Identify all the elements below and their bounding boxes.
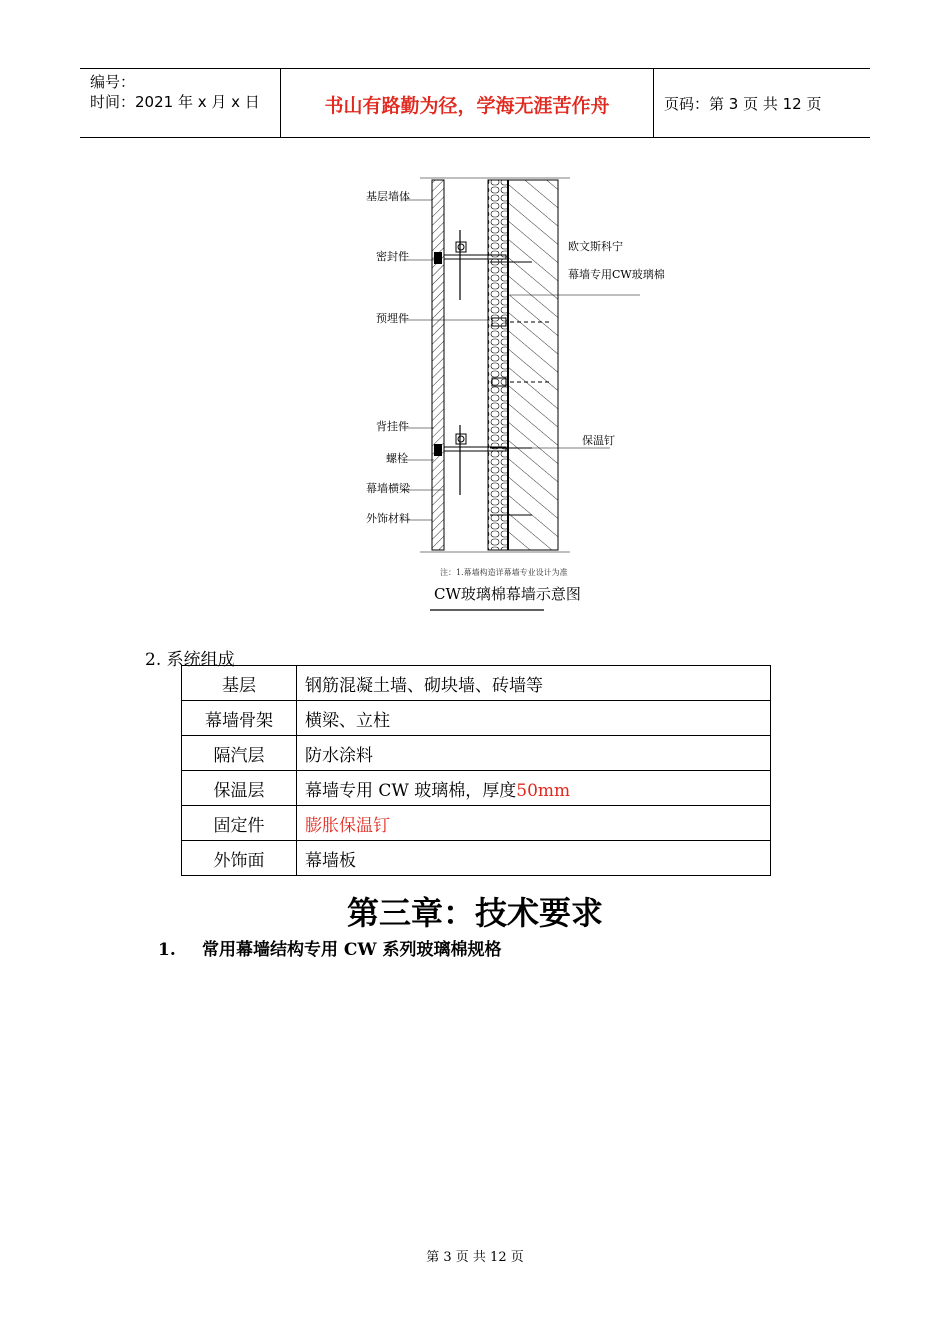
row-value: 横梁、立柱	[297, 701, 771, 736]
chapter-title: 第三章：技术要求	[346, 894, 603, 932]
system-composition-table	[181, 665, 771, 876]
subsection-number: 1.	[158, 940, 176, 960]
table-row	[182, 701, 771, 736]
row-key: 保温层	[182, 771, 297, 806]
figure-note: 注：1.幕墙构造详幕墙专业设计为准	[440, 568, 568, 577]
row-key: 幕墙骨架	[182, 701, 297, 736]
table-row	[182, 841, 771, 876]
curtain-wall-diagram	[360, 170, 665, 620]
header-meta	[80, 69, 280, 137]
label-bolt: 螺栓	[386, 452, 408, 465]
header-page-cell	[654, 69, 870, 137]
row-key: 外饰面	[182, 841, 297, 876]
page-header	[80, 68, 870, 138]
label-brand: 欧文斯科宁	[568, 240, 623, 253]
header-motto-cell	[280, 69, 654, 137]
row-key: 固定件	[182, 806, 297, 841]
label-sealant: 密封件	[376, 250, 409, 263]
row-value: 钢筋混凝土墙、砌块墙、砖墙等	[297, 666, 771, 701]
row-value: 幕墙板	[297, 841, 771, 876]
page-footer: 第 3 页 共 12 页	[426, 1250, 524, 1265]
label-facing: 外饰材料	[366, 512, 410, 525]
label-embedded: 预埋件	[376, 312, 409, 325]
table-row	[182, 666, 771, 701]
header-page-info: 页码：第 3 页 共 12 页	[664, 95, 822, 113]
table-row	[182, 736, 771, 771]
time-label: 时间：2021 年 x 月 x 日	[90, 93, 260, 111]
label-base-wall: 基层墙体	[366, 190, 410, 203]
table-row	[182, 771, 771, 806]
row-value: 膨胀保温钉	[297, 806, 771, 841]
table-row	[182, 806, 771, 841]
label-beam: 幕墙横梁	[366, 482, 410, 495]
figure-caption: CW玻璃棉幕墙示意图	[434, 585, 581, 603]
header-motto: 书山有路勤为径，学海无涯苦作舟	[324, 95, 610, 117]
section-title: 2. 系统组成	[145, 650, 235, 670]
label-pin: 保温钉	[582, 434, 615, 447]
row-key: 隔汽层	[182, 736, 297, 771]
subsection-heading	[158, 935, 501, 960]
row-key: 基层	[182, 666, 297, 701]
subsection-text: 常用幕墙结构专用 CW 系列玻璃棉规格	[202, 940, 502, 960]
row-value: 幕墙专用 CW 玻璃棉，厚度50mm	[297, 771, 771, 806]
label-product: 幕墙专用CW玻璃棉	[568, 268, 665, 281]
row-value: 防水涂料	[297, 736, 771, 771]
label-back-hanger: 背挂件	[376, 420, 409, 433]
number-label: 编号：	[90, 73, 136, 91]
